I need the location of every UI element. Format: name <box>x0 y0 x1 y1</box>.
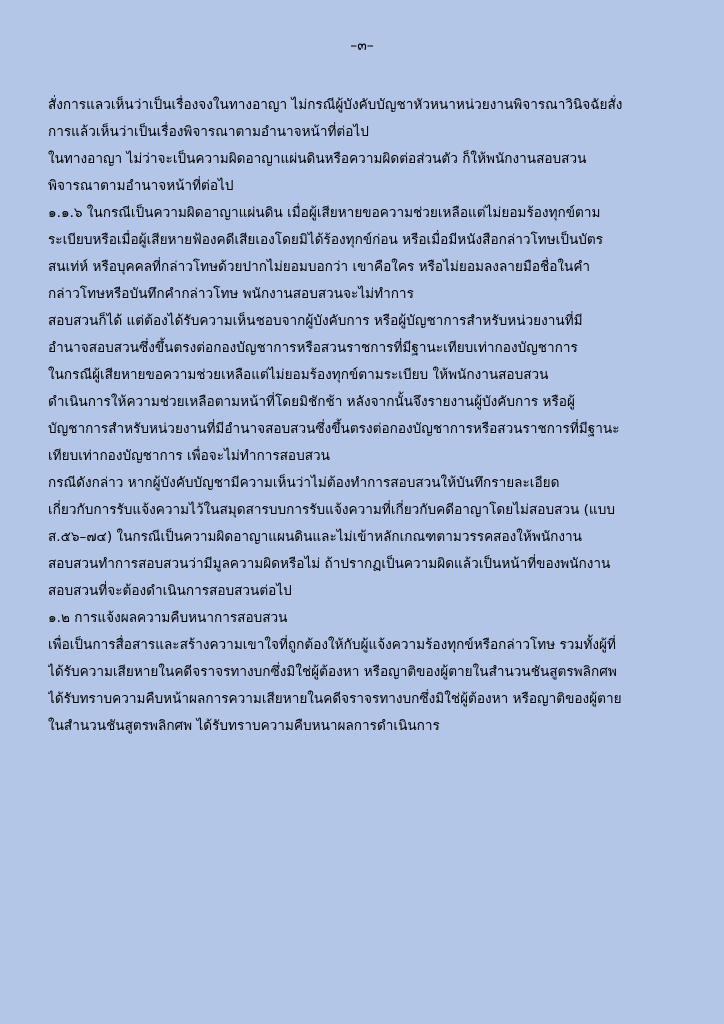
text-line: เกี่ยวกับการรับแจ้งความไว้ในสมุดสารบบการรับแจ้งความที่เกี่ยวกับคดีอาญาโดยไม่สอบสวน (แบบ <box>48 502 615 518</box>
text-line: อำนาจสอบสวนซึ่งขึ้นตรงต่อกองบัญชาการหรือสวนราชการที่มีฐานะเทียบเท่ากองบัญชาการ <box>48 340 578 356</box>
text-line: ในทางอาญา ไม่ว่าจะเป็นความผิดอาญาแผ่นดินหรือความผิดต่อส่วนตัว ก็ให้พนักงานสอบสวน <box>48 151 587 167</box>
page-number: –๓– <box>350 38 374 54</box>
body-text <box>48 92 698 740</box>
text-line: สอบสวนก็ได้ แต่ต้องได้รับความเห็นชอบจากผู้บังคับการ หรือผู้บัญชาการสำหรับหน่วยงานที่มี <box>48 313 583 329</box>
text-line: ๑.๑.๖ ในกรณีเป็นความผิดอาญาแผ่นดิน เมื่อผู้เสียหายขอความช่วยเหลือแต่ไม่ยอมร้องทุกข์ตาม <box>48 205 601 221</box>
text-line: สอบสวนทำการสอบสวนว่ามีมูลความผิดหรือไม่ ถ้าปรากฏเป็นความผิดแล้วเป็นหน้าที่ของพนักงาน <box>48 556 611 572</box>
text-line: การแล้วเห็นว่าเป็นเรื่องพิจารณาตามอำนาจหน้าที่ต่อไป <box>48 124 369 140</box>
text-line: ได้รับความเสียหายในคดีจราจรทางบกซึ่งมิใช่ผู้ต้องหา หรือญาติของผู้ตายในสำนวนชันสูตรพลิกศพ <box>48 664 617 680</box>
text-line: พิจารณาตามอำนาจหน้าที่ต่อไป <box>48 178 234 194</box>
text-line: บัญชาการสำหรับหน่วยงานที่มีอำนาจสอบสวนซึ่งขึ้นตรงต่อกองบัญชาการหรือสวนราชการที่มีฐานะ <box>48 421 620 437</box>
text-line: ในสำนวนชันสูตรพลิกศพ ได้รับทราบความคืบหนาผลการดำเนินการ <box>48 718 440 734</box>
text-line: ส.๕๖–๗๔) ในกรณีเป็นความผิดอาญาแผนดินและไม่เข้าหลักเกณฑตามวรรคสองให้พนักงาน <box>48 529 582 545</box>
text-line: กรณีดังกล่าว หากผู้บังคับบัญชามีความเห็นว่าไม่ต้องทำการสอบสวนให้บันทึกรายละเอียด <box>48 475 560 491</box>
text-line: ดำเนินการให้ความช่วยเหลือตามหน้าที่โดยมิชักช้า หลังจากนั้นจึงรายงานผู้บังคับการ หรือผู้ <box>48 394 575 410</box>
text-line: สั่งการแลวเห็นว่าเป็นเรื่องจงในทางอาญา ไม่กรณีผู้บังคับบัญชาหัวหนาหน่วยงานพิจารณาวินิจฉัยสั่ง <box>48 97 623 113</box>
text-line: ได้รับทราบความคืบหน้าผลการความเสียหายในคดีจราจรทางบกซึ่งมิใช่ผู้ต้องหา หรือญาติของผู้ตาย <box>48 691 622 707</box>
text-line: เทียบเท่ากองบัญชาการ เพื่อจะไม่ทำการสอบสวน <box>48 448 330 464</box>
text-line: กล่าวโทษหรือบันทึกคำกล่าวโทษ พนักงานสอบสวนจะไม่ทำการ <box>48 286 414 302</box>
text-line: ในกรณีผู้เสียหายขอความช่วยเหลือแต่ไม่ยอมร้องทุกข์ตามระเบียบ ให้พนักงานสอบสวน <box>48 367 549 383</box>
text-line: เพื่อเป็นการสื่อสารและสร้างความเขาใจที่ถูกต้องให้กับผู้แจ้งความร้องทุกข์หรือกล่าวโทษ รวมทั้งผู้ที่ <box>48 637 616 653</box>
section-heading: ๑.๒ การแจ้งผลความคืบหนาการสอบสวน <box>48 610 288 626</box>
text-line: สอบสวนที่จะต้องดำเนินการสอบสวนต่อไป <box>48 583 292 599</box>
text-line: สนเท่ห์ หรือบุคคลที่กล่าวโทษด้วยปากไม่ยอมบอกว่า เขาคือใคร หรือไม่ยอมลงลายมือชื่อในคำ <box>48 259 591 275</box>
text-line: ระเบียบหรือเมื่อผู้เสียหายฟ้องคดีเสียเองโดยมิได้ร้องทุกข์ก่อน หรือเมื่อมีหนังสือกล่าวโทษเป็นบัตร <box>48 232 604 248</box>
